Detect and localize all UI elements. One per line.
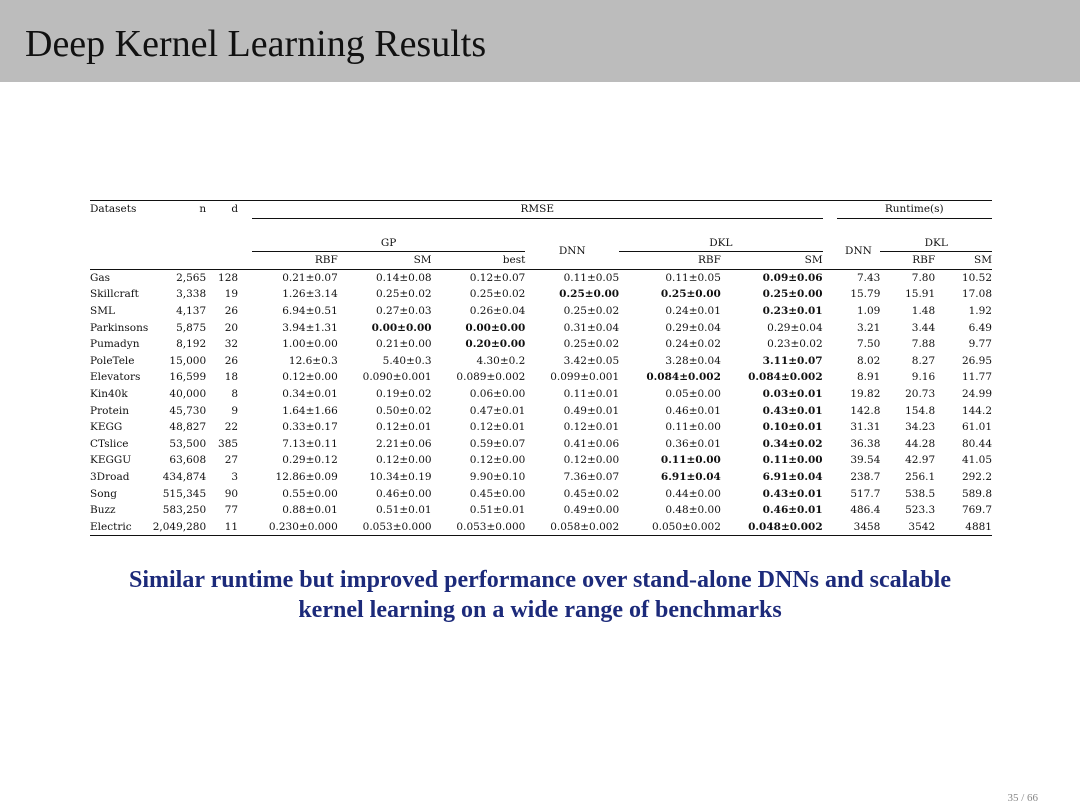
- cell-gp-sm: 0.46±0.00: [376, 487, 432, 500]
- cell-dkl-sm: 0.43±0.01: [762, 404, 823, 417]
- cell-n: 3,338: [176, 288, 207, 301]
- cell-rt-dnn: 7.50: [856, 338, 881, 351]
- cell-gp-sm: 2.21±0.06: [376, 437, 432, 450]
- cell-rt-sm: 41.05: [961, 454, 992, 467]
- cell-gp-best: 0.00±0.00: [465, 321, 526, 334]
- table-row: [90, 386, 992, 403]
- cell-gp-sm: 0.14±0.08: [338, 269, 432, 286]
- cell-gp-best: 0.25±0.02: [469, 288, 526, 301]
- cell-rt-rbf: 1.48: [911, 305, 936, 318]
- cell-dkl-sm: 0.23±0.02: [767, 338, 823, 351]
- cell-dkl-sm: 0.09±0.06: [721, 269, 823, 286]
- cell-rt-sm: 769.7: [961, 504, 992, 517]
- cell-gp-rbf: 1.26±3.14: [282, 288, 338, 301]
- cell-gp-rbf: 3.94±1.31: [282, 321, 338, 334]
- cell-rt-sm: 589.8: [961, 487, 992, 500]
- cell-gp-sm: 0.053±0.000: [338, 519, 432, 536]
- cell-dnn: 0.25±0.00: [559, 288, 620, 301]
- cell-rt-sm: 24.99: [961, 388, 992, 401]
- caption-line-1: Similar runtime but improved performance over stand-alone DNNs and scalable: [129, 567, 951, 593]
- cell-n: 45,730: [169, 404, 207, 417]
- runtime-rbf-header: RBF: [912, 254, 936, 267]
- cell-rt-rbf: 154.8: [905, 404, 936, 417]
- cell-rt-sm: 10.52: [935, 269, 992, 286]
- cell-dkl-rbf: 0.24±0.01: [665, 305, 721, 318]
- cell-rt-dnn: 3.21: [856, 321, 881, 334]
- cell-gp-best: 9.90±0.10: [469, 471, 526, 483]
- cell-dkl-sm: 0.29±0.04: [767, 321, 823, 334]
- cell-dkl-sm: 0.34±0.02: [762, 437, 823, 450]
- cell-gp-sm: 0.25±0.02: [376, 288, 432, 301]
- cell-dkl-rbf: 0.46±0.01: [665, 404, 721, 417]
- cell-rt-dnn: 517.7: [850, 487, 881, 500]
- cell-gp-best: 0.12±0.01: [469, 421, 526, 434]
- runtime-header: Runtime(s): [837, 201, 993, 219]
- cell-rt-dnn: 8.02: [856, 354, 881, 367]
- cell-rt-dnn: 1.09: [856, 305, 881, 318]
- cell-rt-rbf: 9.16: [911, 371, 936, 384]
- cell-name: 3Droad: [90, 471, 130, 483]
- page-number: 35 / 66: [1007, 792, 1038, 804]
- cell-dkl-rbf: 0.44±0.00: [665, 487, 721, 500]
- cell-rt-dnn: 8.91: [856, 371, 881, 384]
- cell-gp-best: 0.12±0.00: [469, 454, 526, 467]
- cell-d: 20: [224, 321, 239, 334]
- cell-gp-sm: 0.12±0.01: [376, 421, 432, 434]
- results-table: [90, 200, 992, 536]
- cell-rt-sm: 1.92: [968, 305, 992, 318]
- cell-gp-rbf: 7.13±0.11: [282, 437, 338, 450]
- cell-name: KEGGU: [90, 454, 132, 467]
- cell-name: CTslice: [90, 437, 129, 450]
- cell-d: 18: [224, 371, 239, 384]
- cell-d: 27: [224, 454, 239, 467]
- table-row: [90, 369, 992, 386]
- slide-title: Deep Kernel Learning Results: [25, 23, 487, 65]
- cell-rt-dnn: 142.8: [850, 404, 881, 417]
- cell-d: 32: [224, 338, 239, 351]
- cell-gp-best: 0.20±0.00: [465, 338, 526, 351]
- cell-dkl-sm: 0.11±0.00: [762, 454, 823, 467]
- cell-dkl-sm: 0.10±0.01: [762, 421, 823, 434]
- cell-dkl-rbf: 0.05±0.00: [665, 388, 721, 401]
- cell-rt-sm: 292.2: [961, 471, 992, 483]
- table-row: [90, 353, 992, 370]
- cell-name: Parkinsons: [90, 321, 149, 334]
- cell-dnn: 0.12±0.00: [563, 454, 620, 467]
- cell-name: PoleTele: [90, 354, 135, 367]
- cell-d: 11: [206, 519, 238, 536]
- cell-gp-best: 0.45±0.00: [469, 487, 526, 500]
- cell-gp-rbf: 0.33±0.17: [282, 421, 338, 434]
- cell-gp-rbf: 1.00±0.00: [282, 338, 338, 351]
- cell-d: 90: [224, 487, 239, 500]
- cell-rt-dnn: 39.54: [850, 454, 881, 467]
- cell-gp-sm: 5.40±0.3: [382, 354, 432, 367]
- n-header: n: [148, 201, 206, 219]
- cell-dkl-rbf: 3.28±0.04: [665, 354, 721, 367]
- cell-name: Pumadyn: [90, 338, 140, 351]
- table-row: [90, 320, 992, 337]
- cell-d: 77: [224, 504, 239, 517]
- cell-d: 9: [231, 404, 239, 417]
- table-row: [90, 269, 992, 286]
- table-row: [90, 403, 992, 420]
- cell-gp-best: 0.06±0.00: [469, 388, 526, 401]
- cell-gp-rbf: 0.55±0.00: [282, 487, 338, 500]
- runtime-dnn-header: DNN: [845, 245, 872, 258]
- cell-n: 583,250: [162, 504, 207, 517]
- cell-dkl-rbf: 0.11±0.00: [665, 421, 721, 434]
- cell-d: 385: [218, 437, 239, 450]
- cell-name: Elevators: [90, 371, 141, 384]
- cell-gp-best: 4.30±0.2: [476, 354, 526, 367]
- cell-name: Electric: [90, 519, 148, 536]
- cell-gp-rbf: 0.21±0.07: [252, 269, 338, 286]
- runtime-sm-header: SM: [974, 254, 992, 267]
- cell-rt-dnn: 15.79: [850, 288, 881, 301]
- cell-d: 26: [224, 305, 239, 318]
- cell-d: 19: [224, 288, 239, 301]
- dnn-header: DNN: [558, 245, 586, 258]
- cell-n: 40,000: [169, 388, 207, 401]
- title-bar: [0, 0, 1080, 82]
- cell-dkl-sm: 0.46±0.01: [762, 504, 823, 517]
- cell-n: 53,500: [169, 437, 207, 450]
- cell-rt-sm: 80.44: [961, 437, 992, 450]
- cell-name: Buzz: [90, 504, 116, 517]
- cell-gp-best: 0.51±0.01: [469, 504, 526, 517]
- cell-dnn: 0.45±0.02: [563, 487, 620, 500]
- cell-dkl-rbf: 0.11±0.05: [619, 269, 721, 286]
- cell-gp-sm: 0.19±0.02: [376, 388, 432, 401]
- cell-dkl-rbf: 0.25±0.00: [660, 288, 721, 301]
- cell-rt-sm: 61.01: [961, 421, 992, 434]
- cell-gp-best: 0.26±0.04: [469, 305, 526, 318]
- caption-line-2: kernel learning on a wide range of benchmarks: [298, 597, 782, 623]
- cell-n: 16,599: [169, 371, 207, 384]
- cell-n: 2,565: [148, 269, 206, 286]
- dkl-rbf-header: RBF: [697, 254, 721, 267]
- cell-dkl-rbf: 0.050±0.002: [619, 519, 721, 536]
- cell-dkl-rbf: 0.084±0.002: [646, 371, 721, 384]
- cell-rt-rbf: 15.91: [905, 288, 936, 301]
- cell-rt-rbf: 42.97: [905, 454, 936, 467]
- cell-d: 128: [206, 269, 238, 286]
- cell-name: KEGG: [90, 421, 123, 434]
- cell-gp-sm: 10.34±0.19: [369, 471, 432, 483]
- table-row: [90, 436, 992, 453]
- cell-dkl-rbf: 0.24±0.02: [665, 338, 721, 351]
- cell-name: Gas: [90, 269, 148, 286]
- cell-rt-rbf: 20.73: [905, 388, 936, 401]
- cell-gp-best: 0.053±0.000: [432, 519, 526, 536]
- cell-name: SML: [90, 305, 115, 318]
- cell-n: 8,192: [176, 338, 207, 351]
- cell-dkl-rbf: 0.29±0.04: [665, 321, 721, 334]
- cell-gp-sm: 0.27±0.03: [376, 305, 432, 318]
- cell-dkl-rbf: 0.48±0.00: [665, 504, 721, 517]
- caption: [40, 565, 1040, 625]
- cell-gp-best: 0.47±0.01: [469, 404, 526, 417]
- cell-name: Song: [90, 487, 117, 500]
- runtime-dkl-header: DKL: [880, 235, 992, 252]
- cell-name: Kin40k: [90, 388, 128, 401]
- cell-dkl-sm: 0.03±0.01: [762, 388, 823, 401]
- cell-dkl-sm: 0.43±0.01: [762, 487, 823, 500]
- rmse-header: RMSE: [252, 201, 823, 219]
- cell-rt-sm: 26.95: [961, 354, 992, 367]
- cell-dkl-rbf: 6.91±0.04: [660, 471, 721, 483]
- cell-gp-rbf: 0.12±0.00: [282, 371, 338, 384]
- cell-dnn: 0.25±0.02: [563, 305, 620, 318]
- dkl-sm-header: SM: [804, 254, 823, 267]
- cell-gp-rbf: 0.230±0.000: [252, 519, 338, 536]
- cell-gp-best: 0.59±0.07: [469, 437, 526, 450]
- cell-dnn: 0.25±0.02: [563, 338, 620, 351]
- cell-rt-dnn: 36.38: [850, 437, 881, 450]
- cell-gp-rbf: 0.34±0.01: [282, 388, 338, 401]
- cell-dnn: 0.058±0.002: [525, 519, 619, 536]
- cell-rt-dnn: 238.7: [850, 471, 881, 483]
- cell-dnn: 3.42±0.05: [563, 354, 620, 367]
- cell-rt-rbf: 7.88: [911, 338, 936, 351]
- cell-gp-best: 0.12±0.07: [432, 269, 526, 286]
- gp-rbf-header: RBF: [314, 254, 338, 267]
- cell-rt-sm: 11.77: [961, 371, 992, 384]
- cell-rt-dnn: 19.82: [850, 388, 881, 401]
- cell-dkl-sm: 6.91±0.04: [762, 471, 823, 483]
- cell-gp-sm: 0.090±0.001: [362, 371, 432, 384]
- cell-rt-sm: 9.77: [968, 338, 992, 351]
- cell-dnn: 0.49±0.00: [563, 504, 620, 517]
- cell-dnn: 0.11±0.01: [563, 388, 620, 401]
- cell-rt-rbf: 7.80: [880, 269, 935, 286]
- table-row: [90, 486, 992, 503]
- cell-n: 63,608: [169, 454, 207, 467]
- cell-rt-dnn: 3458: [837, 519, 881, 536]
- cell-gp-sm: 0.51±0.01: [376, 504, 432, 517]
- table-body: [90, 269, 992, 536]
- gp-best-header: best: [502, 254, 526, 267]
- cell-dkl-sm: 0.23±0.01: [762, 305, 823, 318]
- cell-dnn: 0.41±0.06: [563, 437, 620, 450]
- cell-rt-dnn: 31.31: [850, 421, 881, 434]
- cell-gp-rbf: 1.64±1.66: [282, 404, 338, 417]
- cell-n: 2,049,280: [148, 519, 206, 536]
- table-row: [90, 419, 992, 436]
- cell-d: 26: [224, 354, 239, 367]
- cell-gp-sm: 0.50±0.02: [376, 404, 432, 417]
- cell-gp-sm: 0.12±0.00: [376, 454, 432, 467]
- d-header: d: [206, 201, 238, 219]
- cell-rt-rbf: 538.5: [905, 487, 936, 500]
- cell-rt-rbf: 3.44: [911, 321, 936, 334]
- cell-dnn: 0.49±0.01: [563, 404, 620, 417]
- cell-gp-rbf: 6.94±0.51: [282, 305, 338, 318]
- table-row: [90, 286, 992, 303]
- cell-dkl-rbf: 0.11±0.00: [660, 454, 721, 467]
- cell-rt-rbf: 3542: [880, 519, 935, 536]
- table-header: [90, 201, 992, 270]
- cell-rt-rbf: 256.1: [905, 471, 936, 483]
- cell-gp-sm: 0.21±0.00: [376, 338, 432, 351]
- cell-gp-sm: 0.00±0.00: [371, 321, 432, 334]
- cell-n: 15,000: [169, 354, 207, 367]
- cell-name: Protein: [90, 404, 129, 417]
- cell-rt-sm: 17.08: [961, 288, 992, 301]
- cell-n: 434,874: [162, 471, 207, 483]
- table-row: [90, 469, 992, 486]
- cell-rt-sm: 4881: [935, 519, 992, 536]
- cell-dkl-rbf: 0.36±0.01: [665, 437, 721, 450]
- cell-rt-rbf: 523.3: [905, 504, 936, 517]
- cell-dnn: 7.36±0.07: [563, 471, 620, 483]
- cell-name: Skillcraft: [90, 288, 139, 301]
- cell-n: 5,875: [176, 321, 207, 334]
- cell-dkl-sm: 3.11±0.07: [762, 354, 823, 367]
- cell-rt-sm: 6.49: [968, 321, 992, 334]
- datasets-header: Datasets: [90, 201, 148, 219]
- cell-rt-rbf: 8.27: [911, 354, 936, 367]
- cell-d: 3: [231, 471, 239, 483]
- cell-rt-sm: 144.2: [961, 404, 992, 417]
- cell-gp-rbf: 12.86±0.09: [275, 471, 338, 483]
- cell-rt-dnn: 7.43: [837, 269, 881, 286]
- cell-n: 48,827: [169, 421, 207, 434]
- cell-d: 22: [224, 421, 239, 434]
- cell-gp-best: 0.089±0.002: [456, 371, 526, 384]
- gp-sm-header: SM: [413, 254, 432, 267]
- dkl-header: DKL: [619, 235, 823, 252]
- table-row: [90, 303, 992, 320]
- cell-n: 515,345: [162, 487, 207, 500]
- cell-dnn: 0.099±0.001: [550, 371, 620, 384]
- cell-dkl-sm: 0.25±0.00: [762, 288, 823, 301]
- cell-gp-rbf: 0.88±0.01: [282, 504, 338, 517]
- cell-dkl-sm: 0.084±0.002: [748, 371, 823, 384]
- cell-d: 8: [231, 388, 239, 401]
- table-row: [90, 519, 992, 536]
- cell-rt-dnn: 486.4: [850, 504, 881, 517]
- cell-dnn: 0.12±0.01: [563, 421, 620, 434]
- cell-rt-rbf: 44.28: [905, 437, 936, 450]
- cell-gp-rbf: 0.29±0.12: [282, 454, 338, 467]
- cell-dnn: 0.31±0.04: [563, 321, 620, 334]
- cell-n: 4,137: [176, 305, 207, 318]
- cell-gp-rbf: 12.6±0.3: [288, 354, 338, 367]
- results-table-container: [90, 200, 992, 536]
- cell-dkl-sm: 0.048±0.002: [721, 519, 823, 536]
- table-row: [90, 452, 992, 469]
- table-row: [90, 502, 992, 519]
- table-row: [90, 336, 992, 353]
- gp-header: GP: [252, 235, 525, 252]
- cell-rt-rbf: 34.23: [905, 421, 936, 434]
- cell-dnn: 0.11±0.05: [525, 269, 619, 286]
